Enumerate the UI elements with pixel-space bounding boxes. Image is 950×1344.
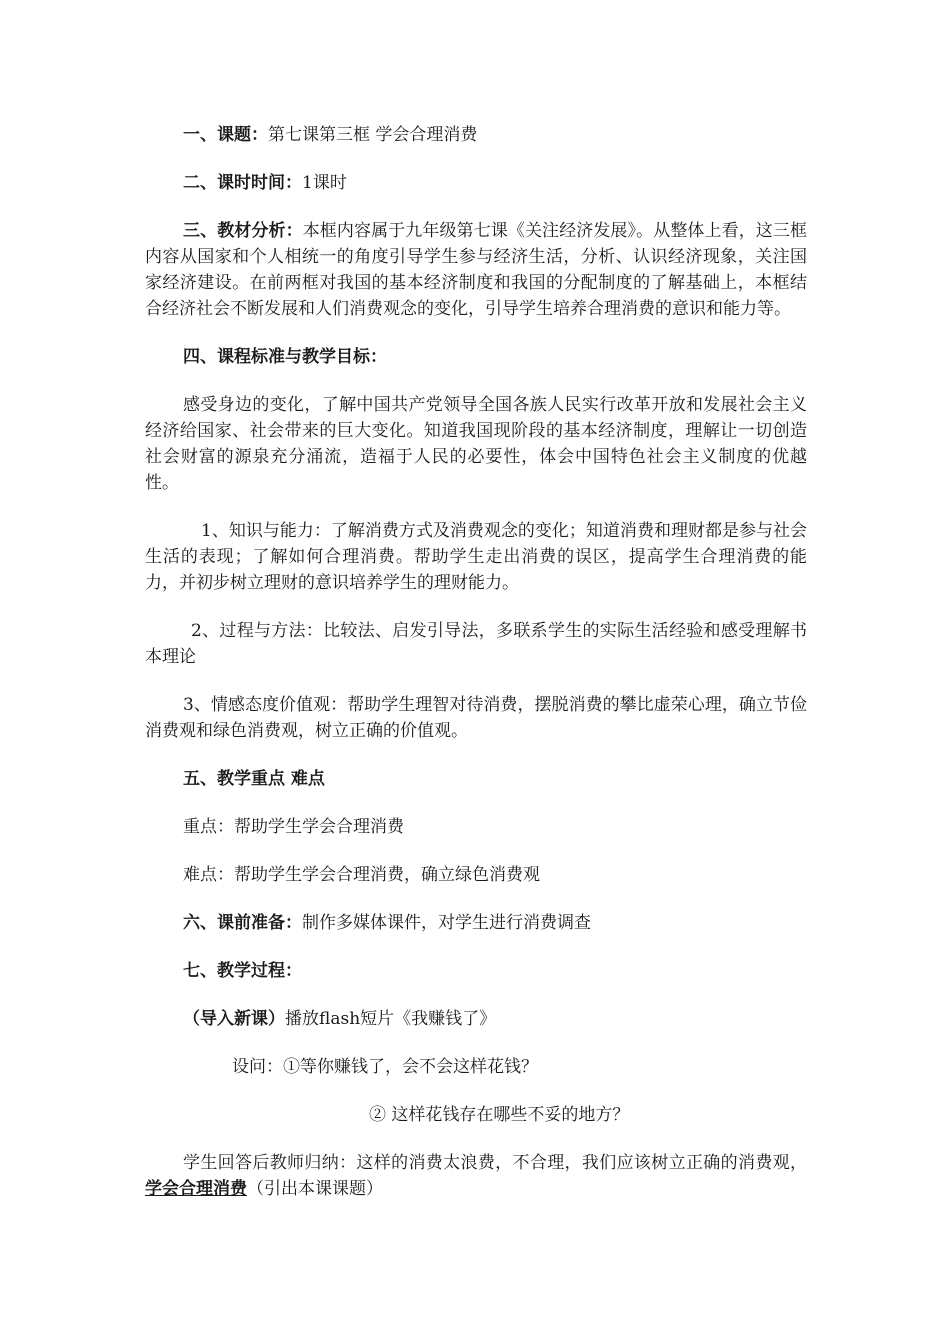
section-preparation xyxy=(145,910,807,936)
section-topic-text: 第七课第三框 学会合理消费 xyxy=(268,125,478,145)
section-process-heading: 七、教学过程： xyxy=(183,961,302,981)
section-duration xyxy=(145,170,807,196)
section-preparation-text: 制作多媒体课件，对学生进行消费调查 xyxy=(302,913,591,933)
document-body xyxy=(145,122,807,1202)
teacher-summary xyxy=(145,1150,807,1202)
section-duration-label: 二、课时时间： xyxy=(183,173,302,193)
intro-line xyxy=(145,1006,807,1032)
curriculum-standard: 感受身边的变化，了解中国共产党领导全国各族人民实行改革开放和发展社会主义经济给国家、社会带来的巨大变化。知道我国现阶段的基本经济制度，理解让一切创造社会财富的源泉充分涌流，造福于人民的必要性，体会中国特色社会主义制度的优越性。 xyxy=(145,395,807,493)
section-duration-text: 1课时 xyxy=(302,173,347,193)
goal-knowledge: 1、知识与能力：了解消费方式及消费观念的变化；知道消费和理财都是参与社会生活的表现；了解如何合理消费。帮助学生走出消费的误区，提高学生合理消费的能力，并初步树立理财的意识培养学生的理财能力。 xyxy=(145,521,807,593)
goal-values: 3、情感态度价值观：帮助学生理智对待消费，摆脱消费的攀比虚荣心理，确立节俭消费观和绿色消费观，树立正确的价值观。 xyxy=(145,695,807,741)
question-2: ② 这样花钱存在哪些不妥的地方？ xyxy=(369,1105,630,1125)
summary-tail: （引出本课课题） xyxy=(247,1179,383,1199)
difficult-point: 难点：帮助学生学会合理消费，确立绿色消费观 xyxy=(183,865,540,885)
key-point: 重点：帮助学生学会合理消费 xyxy=(183,817,404,837)
section-preparation-label: 六、课前准备： xyxy=(183,913,302,933)
intro-text: 播放flash短片《我赚钱了》 xyxy=(285,1009,497,1029)
summary-emphasis: 学会合理消费 xyxy=(145,1179,247,1199)
section-analysis-text: 本框内容属于九年级第七课《关注经济发展》。从整体上看，这三框内容从国家和个人相统一的角度引导学生参与经济生活，分析、认识经济现象，关注国家经济建设。在前两框对我国的基本经济制度和我国的分配制度的了解基础上，本框结合经济社会不断发展和人们消费观念的变化，引导学生培养合理消费的意识和能力等。 xyxy=(145,221,808,319)
section-focus-heading: 五、教学重点 难点 xyxy=(183,769,325,789)
section-analysis-label: 三、教材分析： xyxy=(183,221,303,241)
question-1: 设问：①等你赚钱了，会不会这样花钱？ xyxy=(232,1057,538,1077)
summary-text: 学生回答后教师归纳：这样的消费太浪费，不合理，我们应该树立正确的消费观， xyxy=(183,1153,807,1173)
intro-label: （导入新课） xyxy=(183,1009,285,1029)
section-topic xyxy=(145,122,807,148)
section-goals-heading: 四、课程标准与教学目标： xyxy=(183,347,387,367)
goal-process: 2、过程与方法：比较法、启发引导法，多联系学生的实际生活经验和感受理解书本理论 xyxy=(145,621,807,667)
section-analysis xyxy=(145,218,807,322)
section-topic-label: 一、课题： xyxy=(183,125,268,145)
